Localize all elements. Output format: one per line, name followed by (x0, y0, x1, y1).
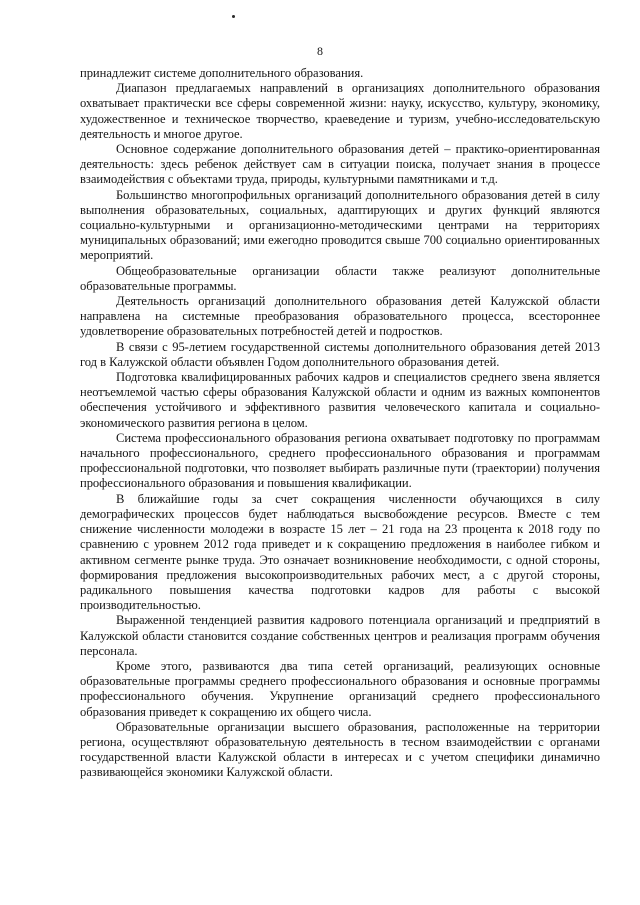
paragraph: принадлежит системе дополнительного образования. (80, 66, 364, 80)
paragraph: Выраженной тенденцией развития кадрового потенциала организаций и предприятий в Калужской области становится создание собственных центров и реализация программ обучения персонала. (80, 613, 600, 658)
paragraph: Общеобразовательные организации области также реализуют дополнительные образовательные программы. (80, 263, 600, 293)
paragraph: Подготовка квалифицированных рабочих кадров и специалистов среднего звена является неотъемлемой частью сферы образования Калужской области и одним из важных компонентов обеспечения устойчивого и эффективного развития человеческого капитала и социально-экономического развития региона в целом. (80, 370, 600, 430)
paragraph: Образовательные организации высшего образования, расположенные на территории региона, осуществляют образовательную деятельность в тесном взаимодействии с органами государственной власти Калужской области в интересах и с учетом специфики динамично развивающейся экономики Калужской области. (80, 719, 600, 780)
paragraph: Кроме этого, развиваются два типа сетей организаций, реализующих основные образовательные программы среднего профессионального образования и основные программы профессионального обучения. Укрупнение организаций среднего профессионального образования приведет к сокращению их общего числа. (80, 658, 600, 719)
paragraph: В ближайшие годы за счет сокращения численности обучающихся в силу демографических процессов будет наблюдаться высвобождение ресурсов. Вместе с тем снижение численности молодежи в возрасте 15 лет – 21 года на 23 процента к 2018 году по сравнению с уровнем 2012 года приведет и к сокращению предложения в наиболее гибком и активном сегменте рынке труда. Это означает возникновение необходимости, с одной стороны, формирования предложения высокопроизводительных рабочих мест, а с другой стороны, радикального повышения качества подготовки кадров для работы с высокой производительностью. (80, 491, 600, 613)
paragraph: Основное содержание дополнительного образования детей – практико-ориентированная деятельность: здесь ребенок действует сам в ситуации поиска, получает знания в процессе взаимодействия с объектами труда, природы, культурными памятниками и т.д. (80, 142, 600, 187)
paragraph: В связи с 95-летием государственной системы дополнительного образования детей 2013 год в Калужской области объявлен Годом дополнительного образования детей. (80, 339, 600, 369)
paragraph: Диапазон предлагаемых направлений в организациях дополнительного образования охватывает практически все сферы современной жизни: науку, искусство, культуру, экономику, художественное и техническое творчество, краеведение и туризм, учебно-исследовательскую деятельность и многое другое. (80, 81, 600, 141)
paragraph: Деятельность организаций дополнительного образования детей Калужской области направлена на системные преобразования образовательного процесса, всестороннее удовлетворение образовательных потребностей детей и подростков. (80, 294, 600, 339)
scan-speck (232, 15, 235, 18)
page-number: 8 (317, 44, 323, 58)
body-text (80, 66, 600, 781)
paragraph: Система профессионального образования региона охватывает подготовку по программам начального профессионального, среднего профессионального образования и программам профессиональной подготовки, что позволяет выбирать различные пути (траектории) получения профессионального образования и повышения квалификации. (80, 430, 600, 491)
paragraph: Большинство многопрофильных организаций дополнительного образования детей в силу выполнения образовательных, социальных, адаптирующих и других функций являются социально-культурными и организационно-методическими центрами на территориях муниципальных образований; ими ежегодно проводится свыше 700 социально ориентированных мероприятий. (80, 187, 600, 263)
